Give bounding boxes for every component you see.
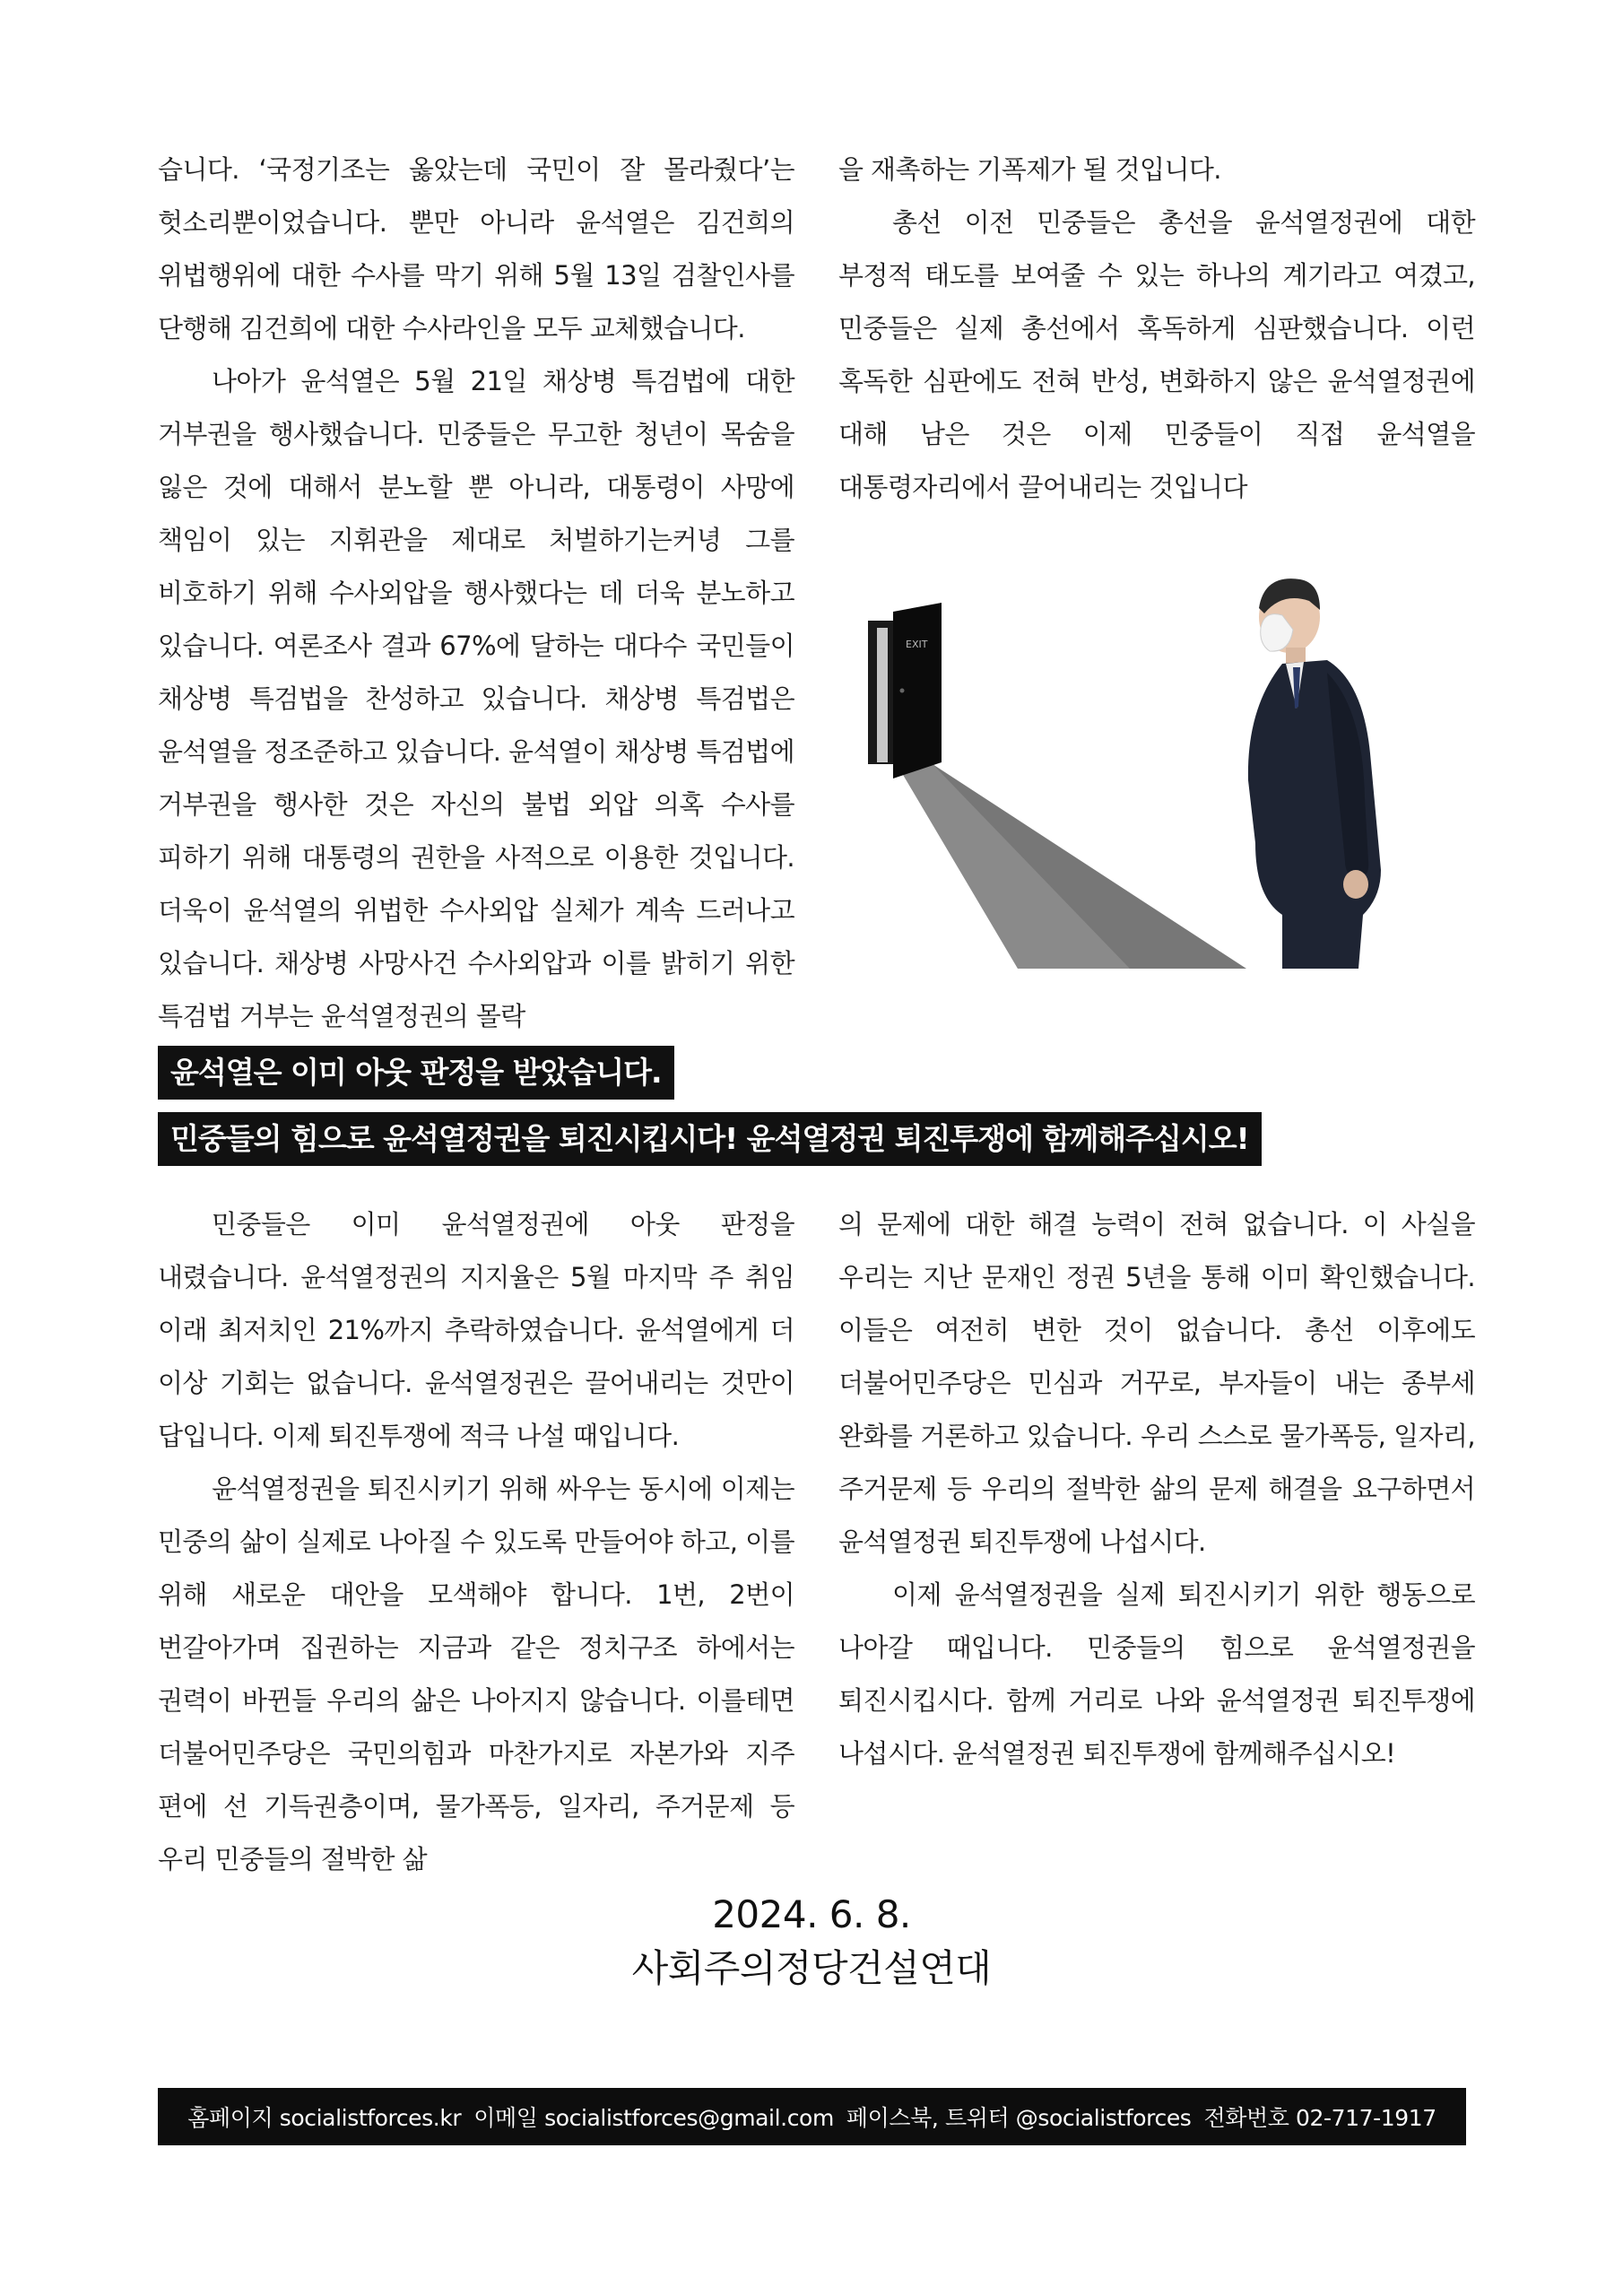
paragraph: 윤석열정권을 퇴진시키기 위해 싸우는 동시에 이제는 민중의 삶이 실제로 나아질 수 있도록 만들어야 하고, 이를 위해 새로운 대안을 모색해야 합니다. 1번, 2번이 번갈아가며 집권하는 지금과 같은 정치구조 하에서는 권력이 바뀐들 우리의 삶은 나아지지 않습니다. 이를테면 더불어민주당은 국민의힘과 마찬가지로 자본가와 지주 편에 선 기득권층이며, 물가폭등, 일자리, 주거문제 등 우리 민중들의 절박한 삶 xyxy=(158,1474,794,1874)
contact-footer xyxy=(158,2088,1466,2145)
sns-info: 페이스북, 트위터 @socialistforces xyxy=(846,2105,1192,2131)
paragraph: 을 재촉하는 기폭제가 될 것입니다. xyxy=(838,154,1221,185)
top-right-column xyxy=(838,144,1475,514)
paragraph: 총선 이전 민중들은 총선을 윤석열정권에 대한 부정적 태도를 보여줄 수 있는 하나의 계기라고 여겼고, 민중들은 실제 총선에서 혹독하게 심판했습니다. 이런 혹독한 심판에도 전혀 반성, 변화하지 않은 윤석열정권에 대해 남은 것은 이제 민중들이 직접 윤석열을 대통령자리에서 끌어내리는 것입니다 xyxy=(838,207,1475,502)
paragraph: 민중들은 이미 윤석열정권에 아웃 판정을 내렸습니다. 윤석열정권의 지지율은 5월 마지막 주 취임 이래 최저치인 21%까지 추락하였습니다. 윤석열에게 더 이상 기회는 없습니다. 윤석열정권은 끌어내리는 것만이 답입니다. 이제 퇴진투쟁에 적극 나설 때입니다. xyxy=(158,1209,794,1451)
exit-door-illustration xyxy=(861,574,1471,969)
homepage-info: 홈페이지 socialistforces.kr xyxy=(187,2105,462,2131)
paragraph: 나아가 윤석열은 5월 21일 채상병 특검법에 대한 거부권을 행사했습니다. 민중들은 무고한 청년이 목숨을 잃은 것에 대해서 분노할 뿐 아니라, 대통령이 사망에 책임이 있는 지휘관을 제대로 처벌하기는커녕 그를 비호하기 위해 수사외압을 행사했다는 데 더욱 분노하고 있습니다. 여론조사 결과 67%에 달하는 대다수 국민들이 채상병 특검법을 찬성하고 있습니다. 채상병 특검법은 윤석열을 정조준하고 있습니다. 윤석열이 채상병 특검법에 거부권을 행사한 것은 자신의 불법 외압 의혹 수사를 피하기 위해 대통령의 권한을 사적으로 이용한 것입니다. 더욱이 윤석열의 위법한 수사외압 실체가 계속 드러나고 있습니다. 채상병 사망사건 수사외압과 이를 밝히기 위한 특검법 거부는 윤석열정권의 몰락 xyxy=(158,366,794,1031)
email-info: 이메일 socialistforces@gmail.com xyxy=(473,2105,834,2131)
exit-sign-text: EXIT xyxy=(906,639,928,650)
paragraph: 이제 윤석열정권을 실제 퇴진시키기 위한 행동으로 나아갈 때입니다. 민중들의 힘으로 윤석열정권을 퇴진시킵시다. 함께 거리로 나와 윤석열정권 퇴진투쟁에 나섭시다. 윤석열정권 퇴진투쟁에 함께해주십시오! xyxy=(838,1579,1475,1769)
top-left-column xyxy=(158,144,794,1043)
paragraph: 의 문제에 대한 해결 능력이 전혀 없습니다. 이 사실을 우리는 지난 문재인 정권 5년을 통해 이미 확인했습니다. 이들은 여전히 변한 것이 없습니다. 총선 이후에도 더불어민주당은 민심과 거꾸로, 부자들이 내는 종부세 완화를 거론하고 있습니다. 우리 스스로 물가폭등, 일자리, 주거문제 등 우리의 절박한 삶의 문제 해결을 요구하면서 윤석열정권 퇴진투쟁에 나섭시다. xyxy=(838,1209,1475,1557)
organization-name: 사회주의정당건설연대 xyxy=(631,1946,992,1990)
headline-banner-1: 윤석열은 이미 아웃 판정을 받았습니다. xyxy=(158,1046,674,1100)
paragraph: 습니다. ‘국정기조는 옳았는데 국민이 잘 몰라줬다’는 헛소리뿐이었습니다. 뿐만 아니라 윤석열은 김건희의 위법행위에 대한 수사를 막기 위해 5월 13일 검찰인사를 단행해 김건희에 대한 수사라인을 모두 교체했습니다. xyxy=(158,154,794,344)
bottom-right-column xyxy=(838,1198,1475,1780)
bottom-left-column xyxy=(158,1198,794,1886)
headline-banner-2: 민중들의 힘으로 윤석열정권을 퇴진시킵시다! 윤석열정권 퇴진투쟁에 함께해주십시오! xyxy=(158,1112,1262,1166)
signature-block xyxy=(0,1888,1623,1996)
phone-info: 전화번호 02-717-1917 xyxy=(1203,2105,1436,2131)
date: 2024. 6. 8. xyxy=(712,1892,911,1936)
man-figure xyxy=(1248,578,1381,969)
